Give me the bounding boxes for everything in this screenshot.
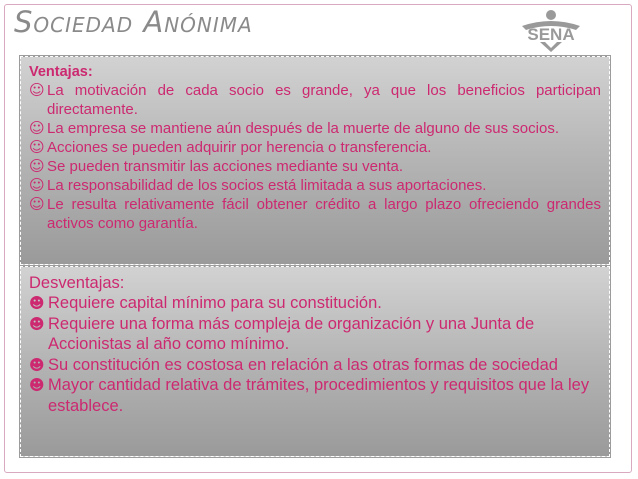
smiley-bullet-icon: ☺ bbox=[29, 176, 45, 194]
desventajas-heading: Desventajas: bbox=[29, 274, 125, 292]
list-item bbox=[29, 157, 601, 176]
list-item-text: Se pueden transmitir las acciones mediante su venta. bbox=[47, 158, 404, 175]
list-item bbox=[29, 314, 601, 355]
list-item bbox=[29, 176, 601, 195]
list-item-text: Su constitución es costosa en relación a las otras formas de sociedad bbox=[48, 355, 558, 374]
list-item-text: La responsabilidad de los socios está limitada a sus aportaciones. bbox=[47, 177, 487, 194]
list-item-text: La motivación de cada socio es grande, ya que los beneficios participan directamente. bbox=[47, 82, 601, 118]
smiley-bullet-icon: ☺ bbox=[29, 119, 45, 137]
list-item bbox=[29, 195, 601, 233]
smiley-bullet-icon: ☺ bbox=[29, 195, 45, 213]
list-item bbox=[29, 375, 601, 416]
list-item bbox=[29, 293, 601, 314]
ventajas-heading: Ventajas: bbox=[29, 64, 93, 80]
smiley-bullet-icon: ☺ bbox=[29, 81, 45, 99]
list-item bbox=[29, 355, 601, 376]
list-item-text: Le resulta relativamente fácil obtener crédito a largo plazo ofreciendo grandes activos como garantía. bbox=[47, 196, 601, 232]
list-item-text: Requiere una forma más compleja de organización y una Junta de Accionistas al año como mínimo. bbox=[48, 314, 535, 353]
filled-smiley-bullet-icon: ☻ bbox=[29, 376, 45, 394]
smiley-bullet-icon: ☺ bbox=[29, 157, 45, 175]
filled-smiley-bullet-icon: ☻ bbox=[29, 294, 45, 312]
desventajas-panel bbox=[20, 266, 610, 457]
smiley-bullet-icon: ☺ bbox=[29, 138, 45, 156]
list-item bbox=[29, 138, 601, 157]
filled-smiley-bullet-icon: ☻ bbox=[29, 355, 45, 374]
logo-text: SENA bbox=[527, 25, 575, 44]
list-item-text: Acciones se pueden adquirir por herencia o transferencia. bbox=[47, 139, 432, 156]
ventajas-list bbox=[29, 81, 601, 233]
list-item-text: Requiere capital mínimo para su constitución. bbox=[48, 294, 382, 312]
desventajas-list bbox=[29, 293, 601, 416]
list-item bbox=[29, 119, 601, 138]
slide-title: Sociedad Anónima bbox=[14, 5, 253, 39]
ventajas-panel bbox=[20, 56, 610, 265]
list-item-text: La empresa se mantiene aún después de la muerte de alguno de sus socios. bbox=[47, 120, 559, 137]
filled-smiley-bullet-icon: ☻ bbox=[29, 314, 45, 333]
sena-logo bbox=[510, 8, 592, 54]
list-item-text: Mayor cantidad relativa de trámites, procedimientos y requisitos que la ley establece. bbox=[48, 376, 590, 415]
list-item bbox=[29, 81, 601, 119]
